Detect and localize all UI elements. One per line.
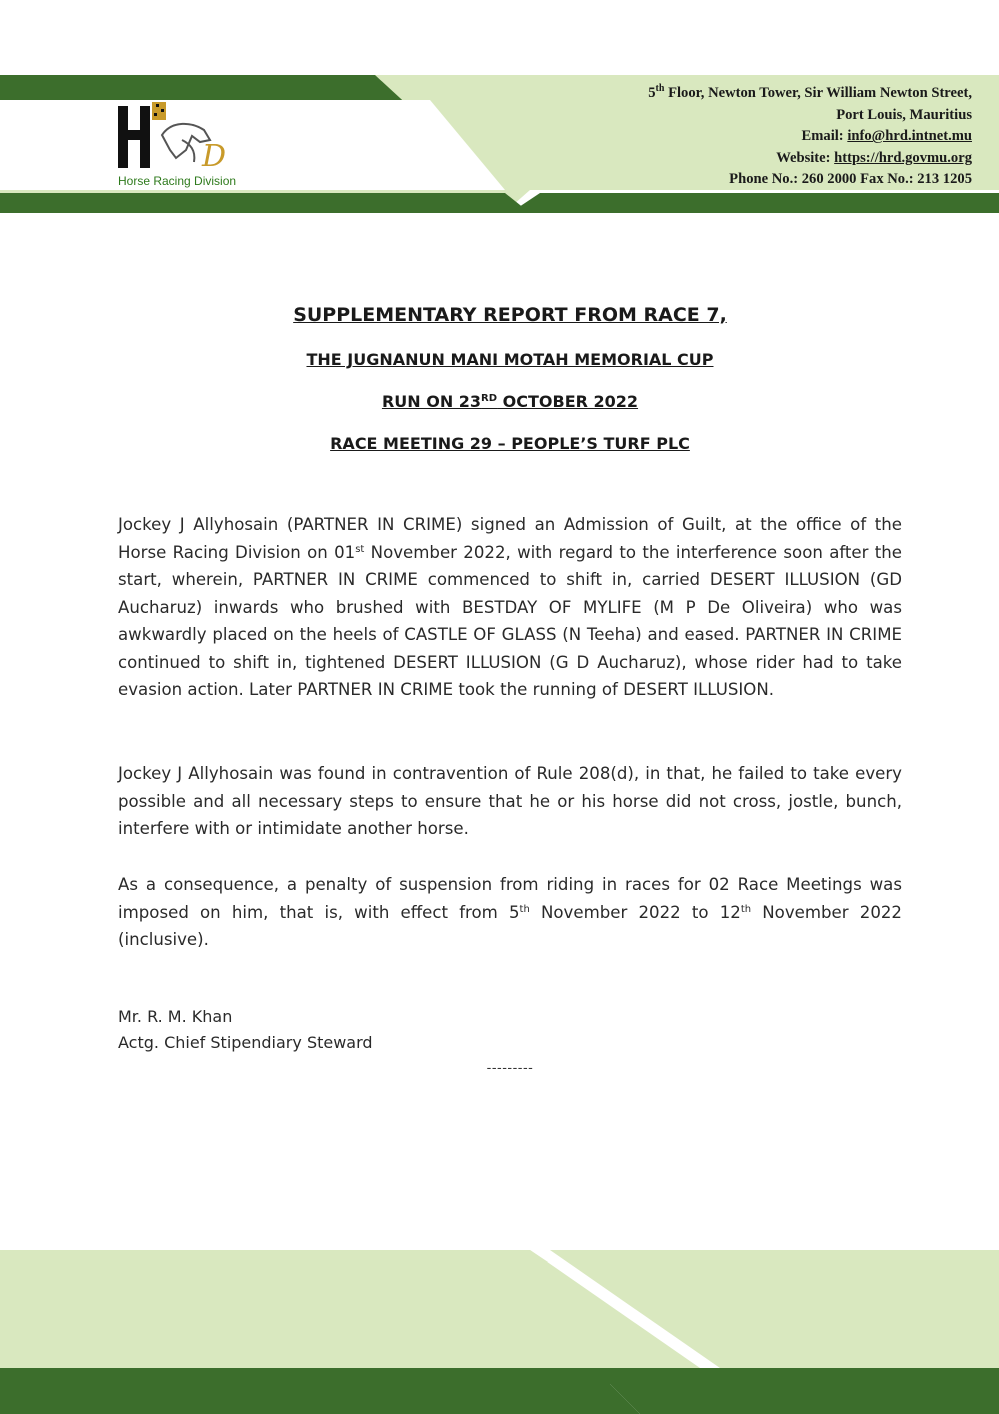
end-marker: --------- [486,1061,534,1076]
website-line: Website: https://hrd.govmu.org [776,149,972,166]
paragraph-penalty: As a consequence, a penalty of suspension from riding in races for 02 Race Meetings was imposed on him, that is, with effect from 5th November 2022 to 12th November 2022 (inclusive). [118,875,902,949]
race-meeting: RACE MEETING 29 – PEOPLE’S TURF PLC [330,434,690,453]
report-title: SUPPLEMENTARY REPORT FROM RACE 7, [293,304,727,326]
paragraph-contravention: Jockey J Allyhosain was found in contravention of Rule 208(d), in that, he failed to take every possible and all necessary steps to ensure that he or his horse did not cross, jostle, bunch, interfere with or intimidate another horse. [118,764,902,838]
email-link[interactable]: info@hrd.intnet.mu [847,128,972,145]
race-date: RUN ON 23RD OCTOBER 2022 [381,392,639,411]
signatory-name: Mr. R. M. Khan [118,1007,233,1026]
email-line: Email: info@hrd.intnet.mu [801,128,972,145]
address-line-2: Port Louis, Mauritius [836,106,972,123]
race-name: THE JUGNANUN MANI MOTAH MEMORIAL CUP [306,350,714,369]
website-link[interactable]: https://hrd.govmu.org [834,149,972,166]
logo-caption: Horse Racing Division [118,174,237,188]
signature-block [118,1004,373,1056]
contact-block [648,83,972,191]
signatory-position: Actg. Chief Stipendiary Steward [118,1033,373,1052]
address-line-1: 5th Floor, Newton Tower, Sir William Newton Street, [648,83,972,101]
svg-text:D: D [202,139,227,174]
phone-line: Phone No.: 260 2000 Fax No.: 213 1205 [729,171,972,188]
paragraph-admission: Jockey J Allyhosain (PARTNER IN CRIME) signed an Admission of Guilt, at the office of the Horse Racing Division on 01st November 2022, with regard to the interference soon after the start, wherein, PARTNER IN CRIME commenced to shift in, carried DESERT ILLUSION (GD Aucharuz) inwards who brushed with BESTDAY OF MYLIFE (M P De Oliveira) who was awkwardly placed on the heels of CASTLE OF GLASS (N Teeha) and eased. PARTNER IN CRIME continued to shift in, tightened DESERT ILLUSION (G D Aucharuz), whose rider had to take evasion action. Later PARTNER IN CRIME took the running of DESERT ILLUSION. [118,515,902,699]
